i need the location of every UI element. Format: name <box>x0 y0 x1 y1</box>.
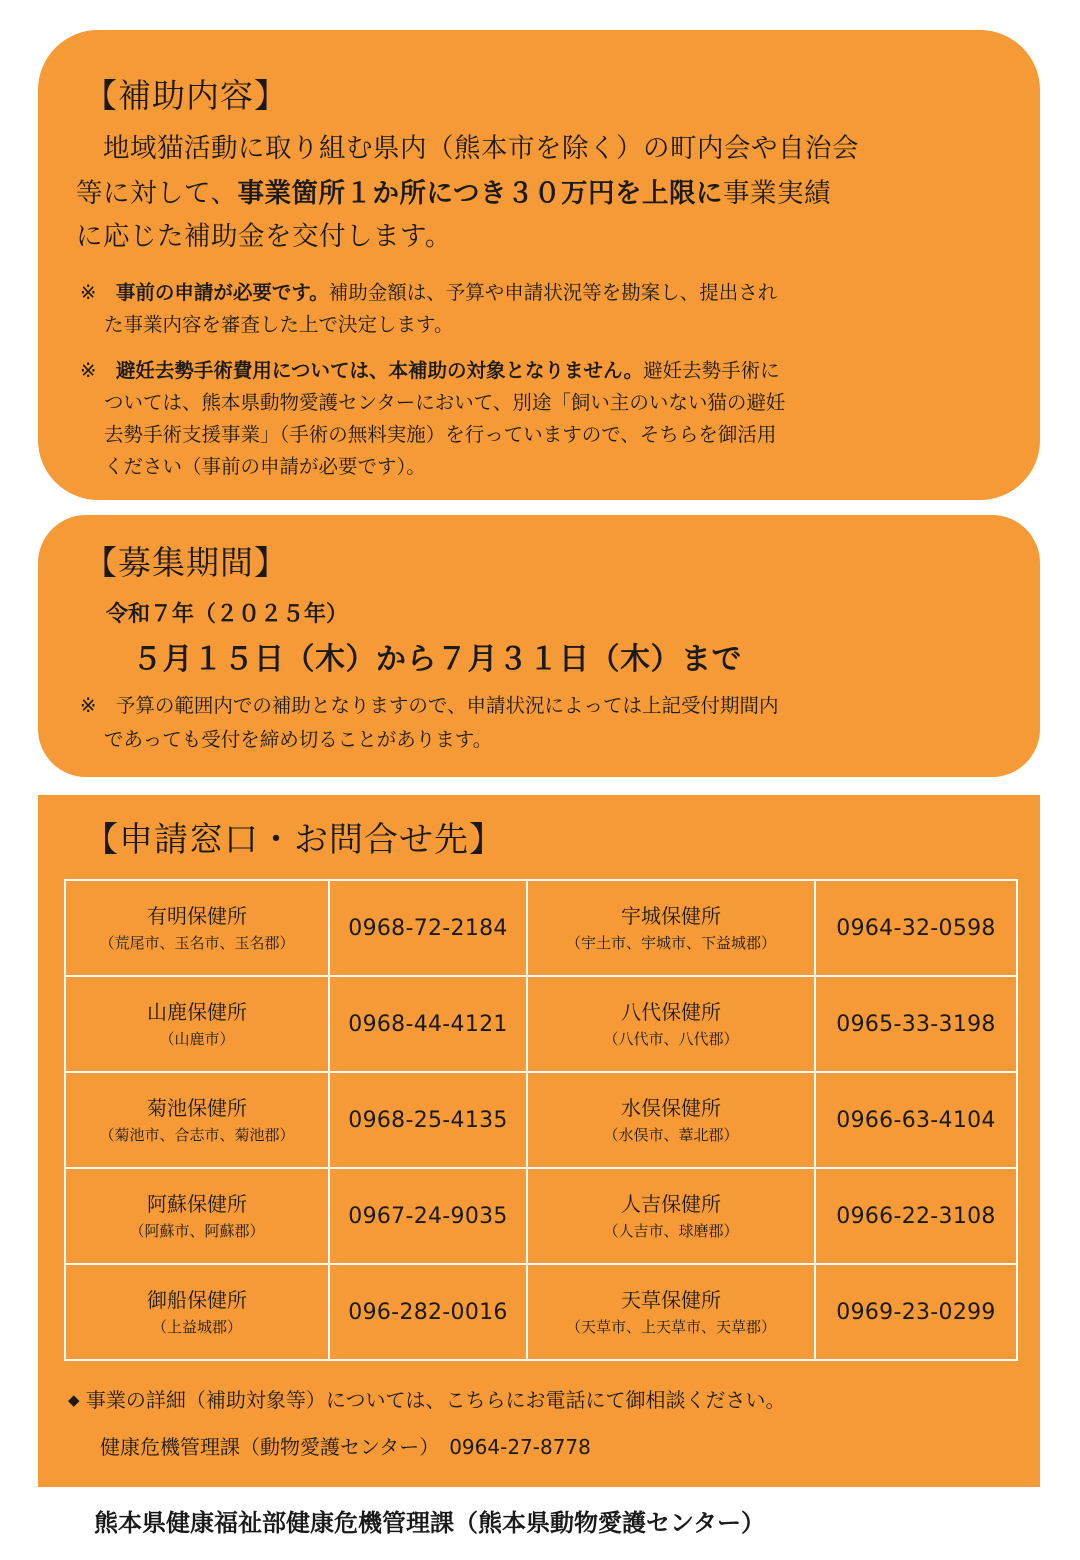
phone-number: 0966-63-4104 <box>815 1072 1017 1168</box>
table-row <box>65 976 1017 1072</box>
table-row <box>65 1168 1017 1264</box>
aid-heading: 【補助内容】 <box>84 76 288 115</box>
phone-number: 0968-44-4121 <box>329 976 527 1072</box>
phone-number: 0969-23-0299 <box>815 1264 1017 1360</box>
office-name: 菊池保健所 <box>147 1096 247 1120</box>
office-name: 阿蘇保健所 <box>147 1192 247 1216</box>
office-name: 山鹿保健所 <box>147 1000 247 1024</box>
note-emphasis: 事前の申請が必要です。 <box>115 281 329 304</box>
table-row <box>65 1072 1017 1168</box>
aid-note2-line4: ください（事前の申請が必要です）。 <box>104 455 426 478</box>
note-mark: ※ <box>80 281 116 304</box>
office-area: （天草市、上天草市、天草郡） <box>565 1318 776 1336</box>
note-text: 補助金額は、予算や申請状況等を勘案し、提出され <box>328 281 778 304</box>
office-name: 水俣保健所 <box>621 1096 721 1120</box>
office-area: （上益城郡） <box>151 1318 242 1336</box>
phone-number: 096-282-0016 <box>329 1264 527 1360</box>
office-name: 有明保健所 <box>147 904 247 928</box>
office-cell <box>527 976 815 1072</box>
note-text: 避妊去勢手術に <box>643 359 780 382</box>
info-line2: 健康危機管理課（動物愛護センター） 0964-27-8778 <box>100 1435 591 1459</box>
office-area: （人吉市、球磨郡） <box>603 1222 739 1240</box>
office-area: （八代市、八代郡） <box>603 1030 739 1048</box>
aid-paragraph-line2 <box>76 171 831 210</box>
aid-paragraph-line1: 地域猫活動に取り組む県内（熊本市を除く）の町内会や自治会 <box>76 133 859 164</box>
phone-number: 0966-22-3108 <box>815 1168 1017 1264</box>
office-area: （水俣市、葦北郡） <box>603 1126 739 1144</box>
office-cell <box>65 880 329 976</box>
phone-number: 0964-32-0598 <box>815 880 1017 976</box>
office-name: 人吉保健所 <box>621 1192 721 1216</box>
office-name: 天草保健所 <box>621 1288 721 1312</box>
info-text: 事業の詳細（補助対象等）については、こちらにお電話にて御相談ください。 <box>85 1388 786 1412</box>
office-area: （菊池市、合志市、菊池郡） <box>99 1126 295 1144</box>
phone-number: 0968-72-2184 <box>329 880 527 976</box>
aid-paragraph-line3: に応じた補助金を交付します。 <box>76 221 452 252</box>
period-range: ５月１５日（木）から７月３１日（木）まで <box>132 642 742 677</box>
aid-limit-emphasis: 事業箇所１か所につき３０万円を上限に <box>237 178 723 209</box>
office-cell <box>65 1168 329 1264</box>
office-area: （宇土市、宇城市、下益城郡） <box>565 934 776 952</box>
phone-number: 0968-25-4135 <box>329 1072 527 1168</box>
footer-department: 熊本県健康福祉部健康危機管理課（熊本県動物愛護センター） <box>94 1509 766 1537</box>
office-area: （山鹿市） <box>159 1030 235 1048</box>
info-line1 <box>68 1384 786 1413</box>
diamond-bullet-icon: ◆ <box>68 1391 80 1409</box>
note-emphasis: 避妊去勢手術費用については、本補助の対象となりません。 <box>115 359 644 382</box>
office-cell <box>527 1264 815 1360</box>
contact-heading: 【申請窓口・お問合せ先】 <box>84 820 504 860</box>
phone-number: 0967-24-9035 <box>329 1168 527 1264</box>
office-name: 宇城保健所 <box>621 904 721 928</box>
office-name: 八代保健所 <box>621 1000 721 1024</box>
table-row <box>65 1264 1017 1360</box>
office-cell <box>527 1168 815 1264</box>
period-note-line1: ※ 予算の範囲内での補助となりますので、申請状況によっては上記受付期間内 <box>80 694 779 717</box>
note-mark: ※ <box>80 359 116 382</box>
contact-table <box>64 879 1018 1361</box>
aid-text: 等に対して、 <box>76 178 238 209</box>
aid-text: 事業実績 <box>722 178 831 209</box>
office-name: 御船保健所 <box>147 1288 247 1312</box>
office-area: （荒尾市、玉名市、玉名郡） <box>99 934 295 952</box>
phone-number: 0965-33-3198 <box>815 976 1017 1072</box>
office-cell <box>527 880 815 976</box>
aid-note1 <box>80 277 777 305</box>
office-area: （阿蘇市、阿蘇郡） <box>129 1222 265 1240</box>
office-cell <box>527 1072 815 1168</box>
office-cell <box>65 1264 329 1360</box>
aid-note2-line2: ついては、熊本県動物愛護センターにおいて、別途「飼い主のいない猫の避妊 <box>104 391 786 414</box>
period-note-line2: であっても受付を締め切ることがあります。 <box>104 728 493 751</box>
period-year: 令和７年（２０２５年） <box>106 602 349 627</box>
aid-note2-line3: 去勢手術支援事業」（手術の無料実施）を行っていますので、そちらを御活用 <box>104 423 777 446</box>
aid-note2 <box>80 355 780 383</box>
period-heading: 【募集期間】 <box>84 543 288 582</box>
office-cell <box>65 976 329 1072</box>
aid-note1-line2: た事業内容を審査した上で決定します。 <box>104 313 454 336</box>
table-row <box>65 880 1017 976</box>
office-cell <box>65 1072 329 1168</box>
